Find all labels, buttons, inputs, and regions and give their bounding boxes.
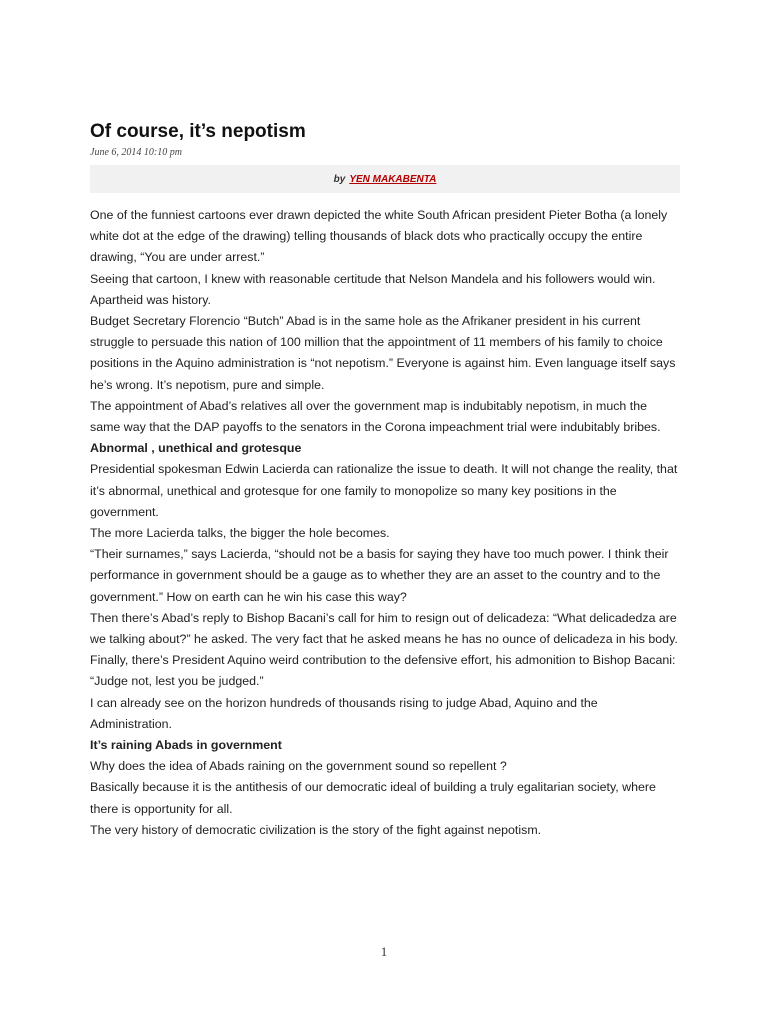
article-date: June 6, 2014 10:10 pm (90, 147, 182, 158)
section-heading: Abnormal , unethical and grotesque (90, 441, 302, 456)
byline-bar (90, 165, 680, 193)
paragraph: The very history of democratic civilization is the story of the fight against nepotism. (90, 822, 542, 837)
paragraph: Why does the idea of Abads raining on the government sound so repellent ? (90, 759, 507, 774)
byline-prefix: by (333, 173, 346, 185)
article-title: Of course, it’s nepotism (90, 121, 306, 142)
paragraph: Finally, there’s President Aquino weird contribution to the defensive effort, his admonition to Bishop Bacani: “Judge not, lest you be judged.” (90, 653, 676, 689)
article-body (90, 205, 680, 841)
paragraph: Basically because it is the antithesis of our democratic ideal of building a truly egalitarian society, where there is opportunity for all. (90, 780, 656, 816)
article (90, 120, 680, 841)
paragraph: One of the funniest cartoons ever drawn depicted the white South African president Pieter Botha (a lonely white dot at the edge of the drawing) telling thousands of black dots who practically occupy the entire drawing, “You are under arrest.” (90, 208, 668, 265)
paragraph: Budget Secretary Florencio “Butch” Abad is in the same hole as the Afrikaner president in his current struggle to persuade this nation of 100 million that the appointment of 11 members of his family to choice positions in the Aquino administration is “not nepotism.” Everyone is against him. Even language itself says he’s wrong. It’s nepotism, pure and simple. (90, 314, 676, 392)
paragraph: Seeing that cartoon, I knew with reasonable certitude that Nelson Mandela and his followers would win. Apartheid was history. (90, 271, 656, 307)
paragraph: The more Lacierda talks, the bigger the hole becomes. (90, 526, 390, 541)
page-number: 1 (380, 944, 388, 959)
paragraph: “Their surnames,” says Lacierda, “should not be a basis for saying they have too much power. I think their performance in government should be a gauge as to whether they are an asset to the country and to the government.” How on earth can he win his case this way? (90, 547, 669, 604)
paragraph: The appointment of Abad’s relatives all over the government map is indubitably nepotism, in much the same way that the DAP payoffs to the senators in the Corona impeachment trial were indubitably bribes. (90, 398, 661, 435)
paragraph: I can already see on the horizon hundreds of thousands rising to judge Abad, Aquino and the Administration. (90, 695, 598, 731)
section-heading: It’s raining Abads in government (90, 738, 282, 753)
paragraph: Then there’s Abad’s reply to Bishop Bacani’s call for him to resign out of delicadeza: “What delicadedza are we talking about?” he asked. The very fact that he asked means he has no ounce of delicadeza in his body. (90, 610, 678, 647)
paragraph: Presidential spokesman Edwin Lacierda can rationalize the issue to death. It will not change the reality, that it’s abnormal, unethical and grotesque for one family to monopolize so many key positions in the government. (90, 462, 678, 519)
author-link[interactable]: YEN MAKABENTA (349, 173, 437, 185)
